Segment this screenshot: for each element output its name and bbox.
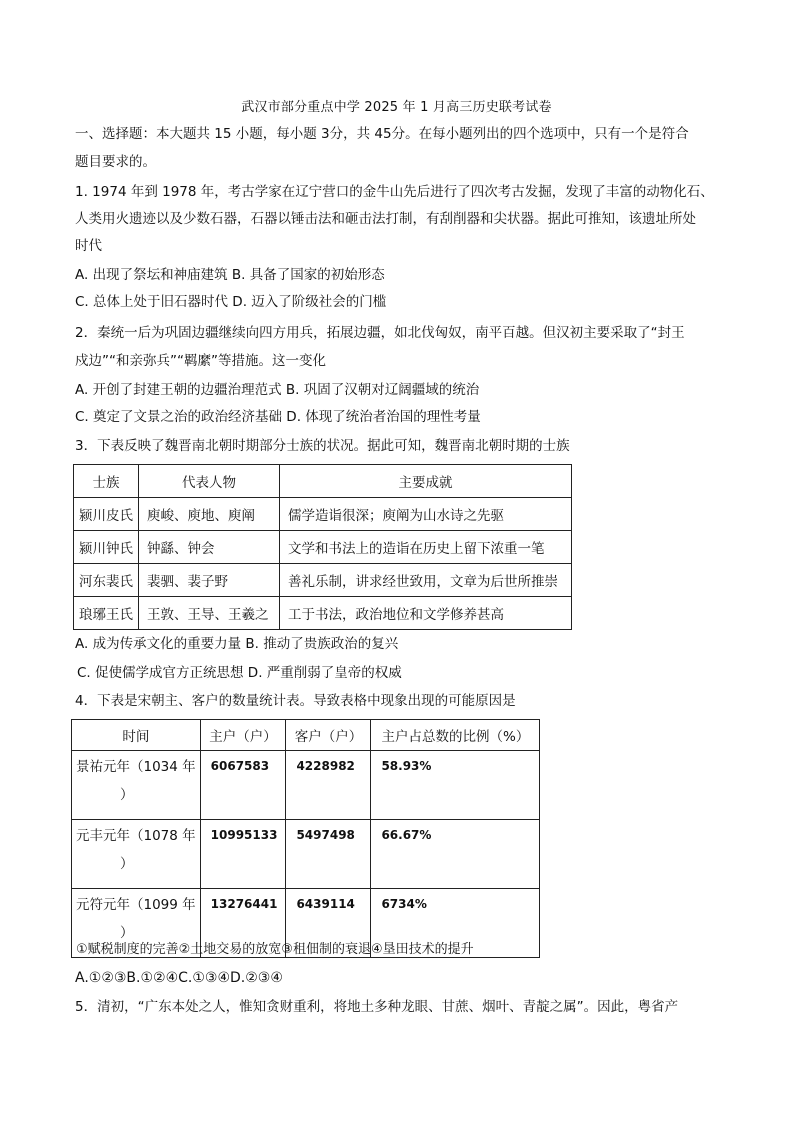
time-cell xyxy=(72,751,201,820)
table-header-cell: 主户（户） xyxy=(200,720,286,751)
table-row xyxy=(72,751,540,820)
q4-stem: 4．下表是宋朝主、客户的数量统计表。导致表格中现象出现的可能原因是 xyxy=(75,693,516,709)
achievement-cell: 文学和书法上的造诣在历史上留下浓重一笔 xyxy=(280,531,572,564)
guest-households-cell: 6439114 xyxy=(286,889,371,958)
main-households-cell: 6067583 xyxy=(200,751,286,820)
time-text-end: ） xyxy=(120,856,134,872)
table-header-cell: 主要成就 xyxy=(280,465,572,498)
figures-cell: 王敦、王导、王羲之 xyxy=(139,597,280,630)
guest-households-cell: 5497498 xyxy=(286,820,371,889)
clan-cell: 琅琊王氏 xyxy=(74,597,139,630)
ratio-cell: 66.67% xyxy=(371,820,540,889)
table-row xyxy=(74,531,572,564)
table-row xyxy=(72,820,540,889)
clan-cell: 颍川钟氏 xyxy=(74,531,139,564)
q2-option-line-1: A. 开创了封建王朝的边疆治理范式 B. 巩固了汉朝对辽阔疆域的统治 xyxy=(75,382,480,398)
section-intro-line-2: 题目要求的。 xyxy=(75,154,156,170)
time-text: 元丰元年（1078 年 xyxy=(76,828,196,844)
table-header-row xyxy=(72,720,540,751)
time-text-end: ） xyxy=(120,787,134,803)
achievement-cell: 儒学造诣很深；庾阐为山水诗之先驱 xyxy=(280,498,572,531)
time-cell xyxy=(72,820,201,889)
q1-option-line-2: C. 总体上处于旧石器时代 D. 迈入了阶级社会的门槛 xyxy=(75,294,387,310)
figures-cell: 庾峻、庾地、庾阐 xyxy=(139,498,280,531)
achievement-cell: 善礼乐制，讲求经世致用，文章为后世所推崇 xyxy=(280,564,572,597)
table-header-cell: 时间 xyxy=(72,720,201,751)
q1-stem-line-1: 1. 1974 年到 1978 年，考古学家在辽宁营口的金牛山先后进行了四次考古发掘，发现了丰富的动物化石、 xyxy=(75,184,714,200)
table-header-cell: 代表人物 xyxy=(139,465,280,498)
q4-options: A.①②③B.①②④C.①③④D.②③④ xyxy=(75,970,283,986)
q2-stem-line-2: 戍边”“和亲弥兵”“羁縻”等措施。这一变化 xyxy=(75,353,326,369)
q5-stem-line-1: 5．清初，“广东本处之人，惟知贪财重利，将地土多种龙眼、甘蔗、烟叶、青靛之属”。因此，粤省产 xyxy=(75,999,679,1015)
exam-title: 武汉市部分重点中学 2025 年 1 月高三历史联考试卷 xyxy=(241,100,552,115)
ratio-cell: 58.93% xyxy=(371,751,540,820)
q1-stem-line-3: 时代 xyxy=(75,238,102,254)
figures-cell: 裴驷、裴子野 xyxy=(139,564,280,597)
achievement-cell: 工于书法，政治地位和文学修养甚高 xyxy=(280,597,572,630)
q3-stem: 3．下表反映了魏晋南北朝时期部分士族的状况。据此可知，魏晋南北朝时期的士族 xyxy=(75,438,570,454)
ratio-cell: 6734% xyxy=(371,889,540,958)
table-header-row xyxy=(74,465,572,498)
clan-cell: 颍川皮氏 xyxy=(74,498,139,531)
section-intro-line-1: 一、选择题：本大题共 15 小题，每小题 3分，共 45分。在每小题列出的四个选项中，只有一个是符合 xyxy=(75,126,689,142)
q3-clan-table xyxy=(73,464,572,630)
q4-household-table xyxy=(71,719,540,958)
clan-cell: 河东裴氏 xyxy=(74,564,139,597)
main-households-cell: 13276441 xyxy=(200,889,286,958)
q4-note: ①赋税制度的完善②土地交易的放宽③租佃制的衰退④垦田技术的提升 xyxy=(76,942,474,957)
q2-option-line-2: C. 奠定了文景之治的政治经济基础 D. 体现了统治者治国的理性考量 xyxy=(75,409,481,425)
table-row xyxy=(74,498,572,531)
table-row xyxy=(74,564,572,597)
table-header-cell: 客户（户） xyxy=(286,720,371,751)
time-text-end: ） xyxy=(120,925,134,941)
table-header-cell: 主户占总数的比例（%） xyxy=(371,720,540,751)
q1-option-line-1: A. 出现了祭坛和神庙建筑 B. 具备了国家的初始形态 xyxy=(75,267,385,283)
table-header-cell: 士族 xyxy=(74,465,139,498)
q1-stem-line-2: 人类用火遗迹以及少数石器，石器以锤击法和砸击法打制，有刮削器和尖状器。据此可推知，该遗址所处 xyxy=(75,211,696,227)
guest-households-cell: 4228982 xyxy=(286,751,371,820)
table-row xyxy=(74,597,572,630)
time-text: 景祐元年（1034 年 xyxy=(76,759,196,775)
q3-option-line-2: C. 促使儒学成官方正统思想 D. 严重削弱了皇帝的权威 xyxy=(77,665,402,681)
time-text: 元符元年（1099 年 xyxy=(76,897,196,913)
q2-stem-line-1: 2．秦统一后为巩固边疆继续向四方用兵，拓展边疆，如北伐匈奴，南平百越。但汉初主要采取了“封王 xyxy=(75,325,685,341)
q3-option-line-1: A. 成为传承文化的重要力量 B. 推动了贵族政治的复兴 xyxy=(75,636,399,652)
figures-cell: 钟繇、钟会 xyxy=(139,531,280,564)
main-households-cell: 10995133 xyxy=(200,820,286,889)
